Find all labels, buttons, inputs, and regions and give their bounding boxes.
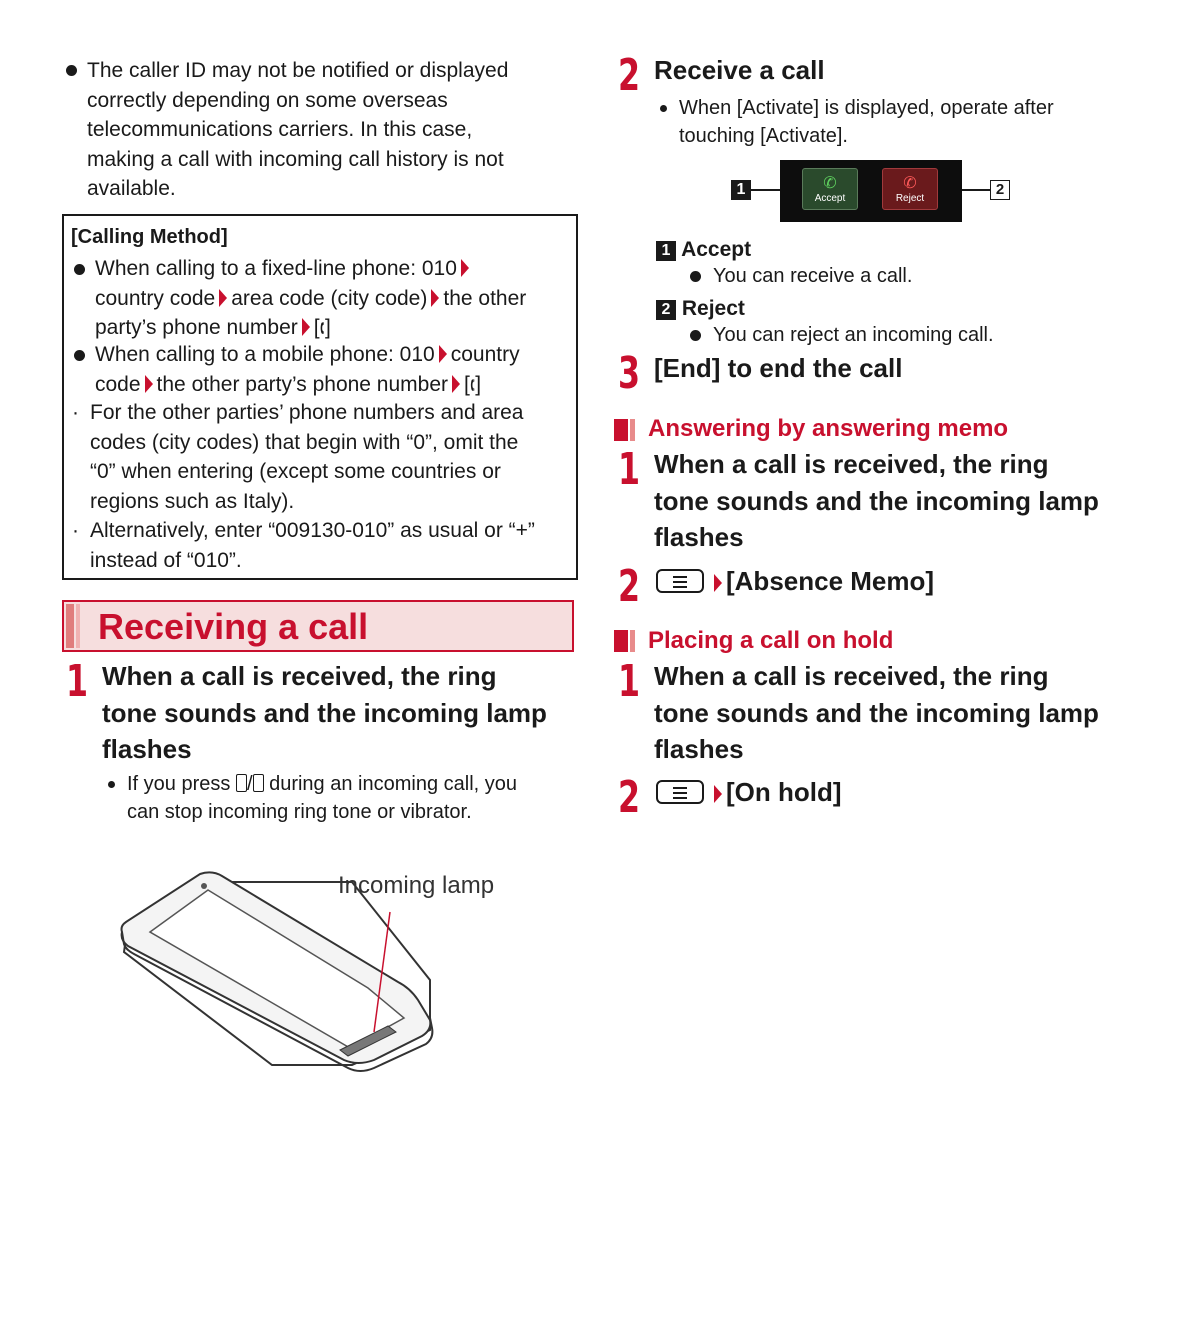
text: When a call is received, the ring: [102, 661, 497, 691]
triangle-arrow-icon: [452, 375, 460, 393]
text: can stop incoming ring tone or vibrator.: [127, 801, 472, 823]
reject-heading: [656, 295, 745, 323]
text: tone sounds and the incoming lamp: [654, 485, 1099, 516]
camera: [201, 883, 207, 889]
text: [: [313, 316, 320, 339]
mobile-item: [74, 340, 574, 400]
triangle-arrow-icon: [439, 345, 447, 363]
fixed-line-item: [74, 254, 574, 344]
step-title: [654, 658, 1134, 768]
calling-method-box: [62, 214, 578, 580]
text: Reject: [681, 297, 745, 320]
menu-key-icon: [656, 569, 704, 593]
text: [On hold]: [726, 777, 842, 807]
step-number: 1: [66, 656, 89, 707]
step-title: [656, 563, 934, 600]
text: flashes: [654, 522, 744, 552]
step-number: 2: [618, 50, 641, 101]
bullet: [690, 330, 701, 341]
text: You can reject an incoming call.: [713, 324, 994, 346]
text: area code (city code): [231, 286, 428, 310]
subsection-marker: [614, 419, 628, 441]
step-number: 1: [618, 656, 641, 707]
subsection-title: Answering by answering memo: [648, 415, 1009, 442]
subsection-marker: [630, 419, 635, 441]
volume-key-icon: [253, 774, 264, 792]
triangle-arrow-icon: [461, 259, 469, 277]
bullet: [660, 105, 667, 112]
accept-label: Accept: [814, 193, 846, 204]
activate-note: [660, 94, 1120, 150]
text: codes (city codes) that begin with “0”, omit the: [90, 430, 519, 454]
note-line: available.: [87, 177, 176, 200]
calling-method-title: [Calling Method]: [71, 226, 228, 248]
text: [Absence Memo]: [726, 566, 935, 596]
text: When a call is received, the ring: [654, 449, 1049, 479]
note-line: correctly depending on some overseas: [87, 88, 448, 112]
step-number: 2: [618, 561, 641, 612]
text: instead of “010”.: [90, 548, 242, 572]
section-bar: [66, 604, 74, 648]
callout-line: [962, 189, 990, 191]
text: flashes: [654, 734, 744, 764]
triangle-arrow-icon: [431, 289, 439, 307]
text: When calling to a fixed-line phone: 010: [95, 257, 457, 280]
text: tone sounds and the incoming lamp: [654, 697, 1099, 728]
text: tone sounds and the incoming lamp: [102, 697, 547, 728]
step-title: [End] to end the call: [654, 353, 903, 383]
section-heading: [62, 600, 574, 652]
triangle-arrow-icon: [714, 574, 722, 592]
text: /: [246, 773, 253, 795]
phone-handset-icon: ✆: [823, 175, 837, 192]
text: When [Activate] is displayed, operate after: [679, 97, 1054, 119]
section-bar: [76, 604, 80, 648]
triangle-arrow-icon: [714, 785, 722, 803]
text: ]: [325, 316, 331, 339]
reject-label: Reject: [895, 193, 925, 204]
callout-number: 2: [656, 300, 676, 320]
step-title: [654, 446, 1134, 556]
step-number: 2: [618, 772, 641, 823]
bullet: [690, 271, 701, 282]
text: flashes: [102, 734, 192, 764]
subsection-marker: [614, 630, 628, 652]
text: country code: [95, 286, 216, 310]
text: You can receive a call.: [713, 265, 913, 287]
text: Alternatively, enter “009130-010” as usual or “+”: [90, 519, 535, 542]
triangle-arrow-icon: [219, 289, 227, 307]
text: If you press: [127, 773, 231, 795]
callout-number: 1: [656, 241, 676, 261]
text: When a call is received, the ring: [654, 661, 1049, 691]
alternative-note: [70, 516, 570, 575]
text: When calling to a mobile phone: 010: [95, 343, 435, 366]
text: the other party’s phone number: [156, 372, 449, 396]
bullet: [74, 350, 85, 361]
step-title: [656, 774, 842, 811]
press-key-note: [108, 770, 578, 826]
step-title: [102, 658, 582, 768]
text: For the other parties’ phone numbers and area: [90, 401, 524, 424]
text: during an incoming call, you: [269, 773, 517, 795]
note-line: The caller ID may not be notified or displayed: [87, 59, 509, 82]
bullet: [74, 264, 85, 275]
phone-handset-icon: ✆: [903, 175, 917, 192]
triangle-arrow-icon: [145, 375, 153, 393]
bullet: [108, 781, 115, 788]
text: “0” when entering (except some countries or: [90, 460, 501, 483]
triangle-arrow-icon: [302, 318, 310, 336]
text: touching [Activate].: [679, 125, 848, 147]
bullet: [66, 65, 77, 76]
text: code: [95, 372, 141, 396]
volume-key-icon: [236, 774, 247, 792]
incoming-call-bar: [780, 160, 962, 222]
caller-id-note: [66, 56, 556, 204]
accept-heading: [656, 236, 751, 264]
section-title: Receiving a call: [98, 606, 369, 647]
subsection-marker: [630, 630, 635, 652]
accept-desc: [690, 262, 912, 290]
dot-marker: ·: [72, 519, 79, 542]
subsection-title: Placing a call on hold: [648, 627, 894, 654]
callout-number: 2: [990, 180, 1010, 200]
step-number: 1: [618, 444, 641, 495]
reject-desc: [690, 321, 994, 349]
accept-button[interactable]: [802, 168, 858, 210]
text: the other: [443, 286, 527, 310]
phone-handset-icon: 🕻: [469, 374, 476, 395]
text: Accept: [681, 238, 752, 261]
phone-handset-icon: 🕻: [319, 318, 325, 338]
menu-key-icon: [656, 780, 704, 804]
callout-line: [751, 189, 781, 191]
text: party’s phone number: [95, 316, 298, 339]
reject-button[interactable]: [882, 168, 938, 210]
text: [: [464, 372, 470, 396]
note-line: telecommunications carriers. In this case,: [87, 118, 473, 141]
step-number: 3: [618, 348, 641, 399]
note-line: making a call with incoming call history is not: [87, 147, 504, 171]
dot-marker: ·: [72, 401, 79, 424]
text: regions such as Italy).: [90, 489, 295, 513]
incoming-lamp-label: Incoming lamp: [338, 872, 495, 899]
callout-number: 1: [731, 180, 751, 200]
omit-zero-note: [70, 398, 570, 516]
text: country: [450, 343, 520, 366]
text: ]: [475, 372, 482, 396]
step-title: Receive a call: [654, 55, 825, 85]
